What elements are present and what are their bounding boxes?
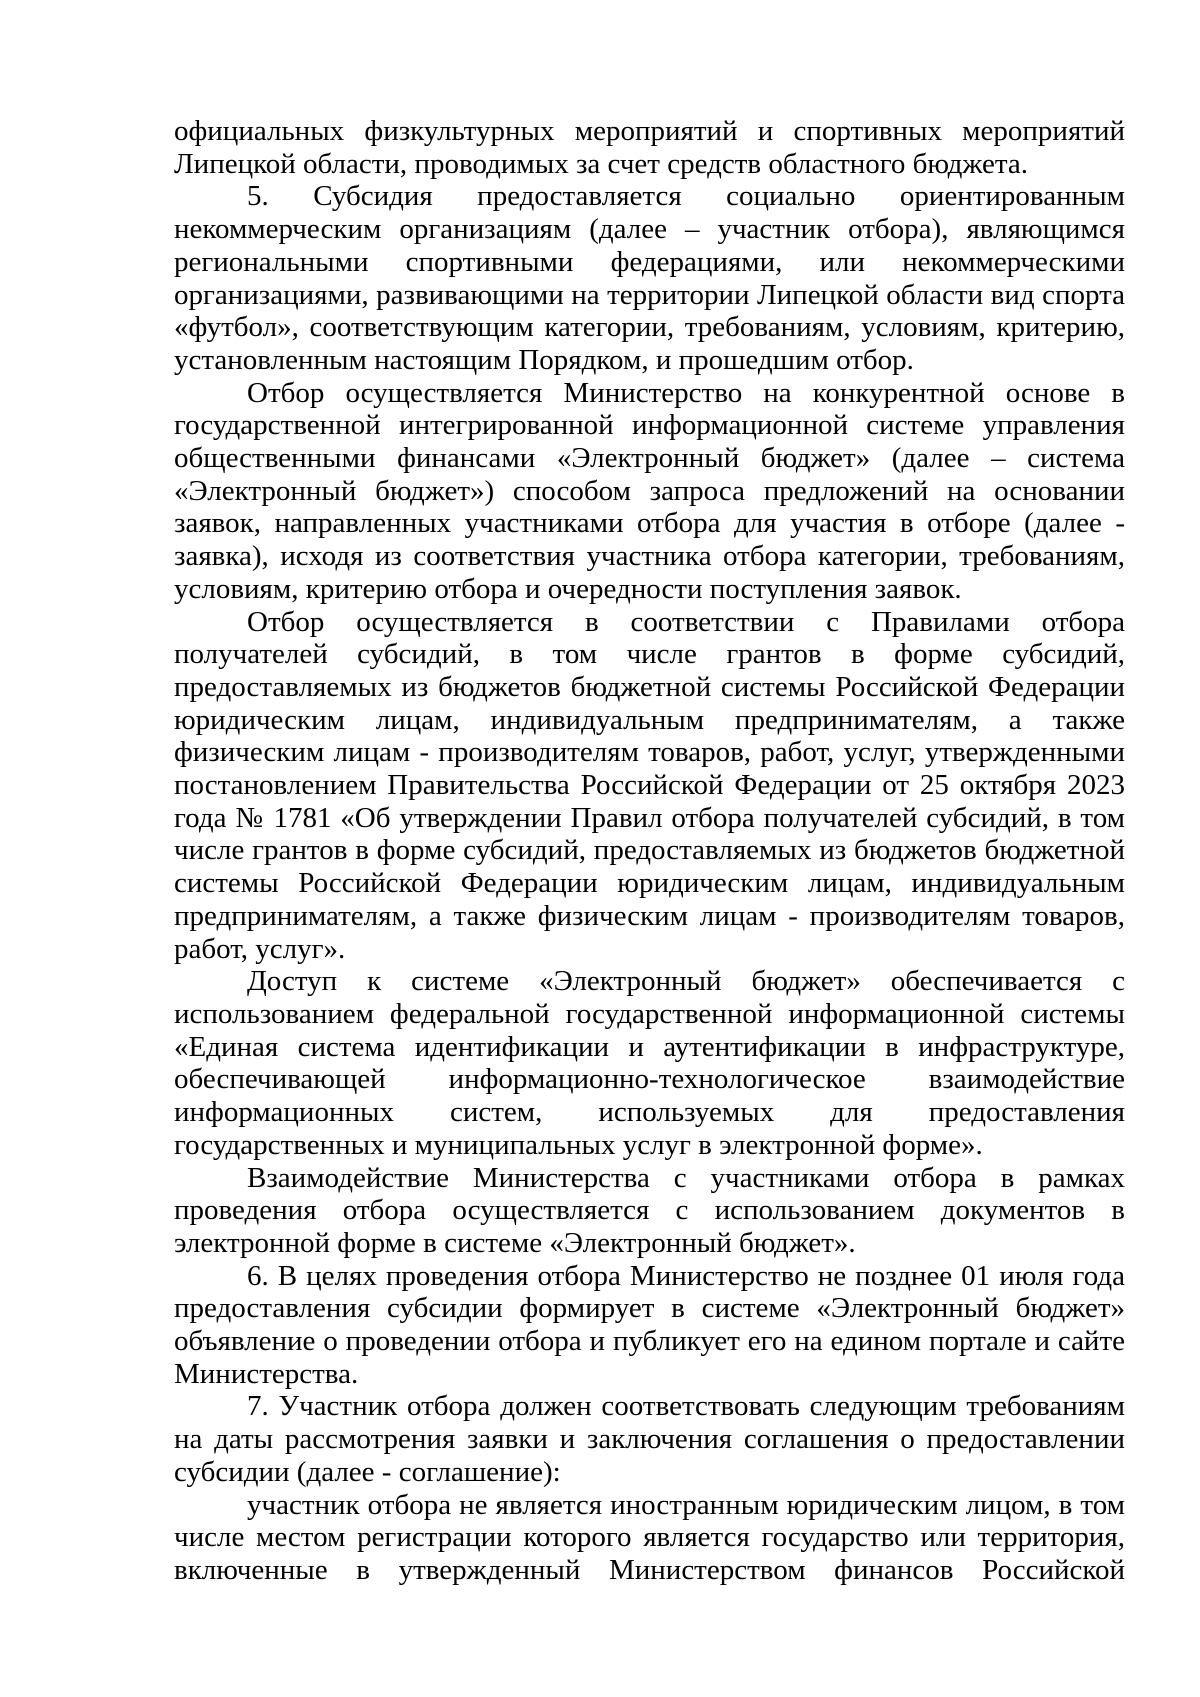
paragraph-clause-7: 7. Участник отбора должен соответствовать следующим требованиям на даты рассмотрения заявки и заключения соглашения о предоставлении субсидии (далее - соглашение): [174,1390,1125,1488]
paragraph-clause-5: 5. Субсидия предоставляется социально ориентированным некоммерческим организациям (далее – участник отбора), являющимся региональными спортивными федерациями, или некоммерческими организациями, развивающими на территории Липецкой области вид спорта «футбол», соответствующим категории, требованиям, условиям, критерию, установленным настоящим Порядком, и прошедшим отбор. [174,180,1125,376]
paragraph-selection-procedure: Отбор осуществляется Министерство на конкурентной основе в государственной интегрированной информационной системе управления общественными финансами «Электронный бюджет» (далее – система «Электронный бюджет») способом запроса предложений на основании заявок, направленных участниками отбора для участия в отборе (далее - заявка), исходя из соответствия участника отбора категории, требованиям, условиям, критерию отбора и очередности поступления заявок. [174,376,1125,605]
paragraph-requirement-1: участник отбора не является иностранным юридическим лицом, в том числе местом регистрации которого является государство или территория, включенные в утвержденный Министерством финансов Российской [174,1488,1125,1586]
paragraph-continuation: официальных физкультурных мероприятий и спортивных мероприятий Липецкой области, проводимых за счет средств областного бюджета. [174,115,1125,180]
paragraph-clause-6: 6. В целях проведения отбора Министерство не позднее 01 июля года предоставления субсидии формирует в системе «Электронный бюджет» объявление о проведении отбора и публикует его на едином портале и сайте Министерства. [174,1259,1125,1390]
document-body [174,115,1125,1587]
paragraph-selection-rules: Отбор осуществляется в соответствии с Правилами отбора получателей субсидий, в том числе грантов в форме субсидий, предоставляемых из бюджетов бюджетной системы Российской Федерации юридическим лицам, индивидуальным предпринимателям, а также физическим лицам - производителям товаров, работ, услуг, утвержденными постановлением Правительства Российской Федерации от 25 октября 2023 года № 1781 «Об утверждении Правил отбора получателей субсидий, в том числе грантов в форме субсидий, предоставляемых из бюджетов бюджетной системы Российской Федерации юридическим лицам, индивидуальным предпринимателям, а также физическим лицам - производителям товаров, работ, услуг». [174,605,1125,965]
paragraph-interaction: Взаимодействие Министерства с участниками отбора в рамках проведения отбора осуществляется с использованием документов в электронной форме в системе «Электронный бюджет». [174,1161,1125,1259]
paragraph-system-access: Доступ к системе «Электронный бюджет» обеспечивается с использованием федеральной государственной информационной системы «Единая система идентификации и аутентификации в инфраструктуре, обеспечивающей информационно-технологическое взаимодействие информационных систем, используемых для предоставления государственных и муниципальных услуг в электронной форме». [174,965,1125,1161]
